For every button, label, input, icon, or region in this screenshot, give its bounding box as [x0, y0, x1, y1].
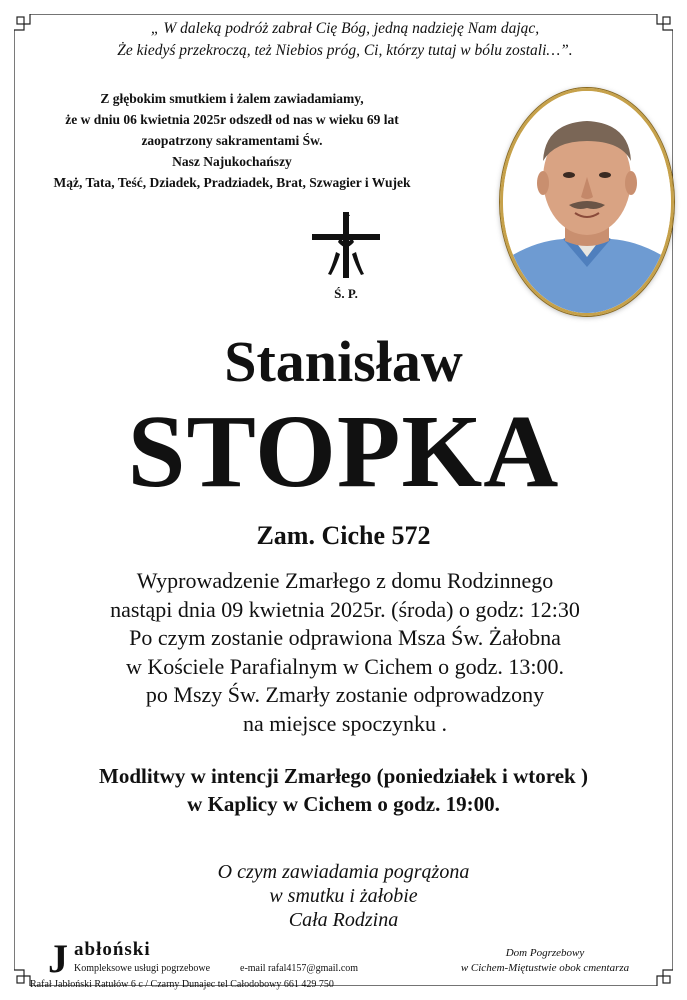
closing-line: O czym zawiadamia pogrążona: [217, 861, 470, 883]
cross-caption: Ś. P.: [334, 286, 358, 301]
deceased-portrait: [500, 88, 674, 316]
funeral-home-location: [430, 946, 660, 976]
prayer-line: w Kaplicy w Cichem o godz. 19:00.: [187, 792, 500, 816]
intro-line: Z głębokim smutkiem i żalem zawiadamiamy,: [100, 91, 364, 106]
ceremony-line: Wyprowadzenie Zmarłego z domu Rodzinnego: [136, 568, 554, 593]
funeral-home-email: e-mail rafal4157@gmail.com: [240, 963, 359, 974]
prayer-schedule: [20, 762, 667, 818]
quote-line: „ W daleką podróż zabrał Cię Bóg, jedną nadzieję Nam dając,: [150, 20, 540, 37]
closing-line: w smutku i żałobie: [269, 885, 418, 907]
ceremony-line: Po czym zostanie odprawiona Msza Św. Żałobna: [129, 625, 561, 650]
prayer-line: Modlitwy w intencji Zmarłego (poniedziałek i wtorek ): [99, 764, 588, 788]
intro-line: Nasz Najukochańszy: [172, 154, 292, 169]
family-closing: [0, 860, 687, 932]
funeral-home-services: Kompleksowe usługi pogrzebowe: [74, 963, 211, 974]
funeral-home-location-line: w Cichem-Miętustwie obok cmentarza: [460, 962, 630, 974]
ceremony-line: w Kościele Parafialnym w Cichem o godz. 13:00.: [125, 653, 565, 679]
funeral-ceremony-details: [40, 567, 650, 738]
deceased-address: Zam. Ciche 572: [256, 521, 431, 550]
ceremony-line: na miejsce spoczynku .: [242, 710, 448, 736]
intro-line: że w dniu 06 kwietnia 2025r odszedł od nas w wieku 69 lat: [65, 112, 399, 127]
deceased-last-name: STOPKA: [127, 394, 560, 509]
memorial-quote: [50, 18, 640, 62]
funeral-home-location-line: Dom Pogrzebowy: [505, 947, 585, 959]
closing-line: Cała Rodzina: [288, 909, 399, 931]
ceremony-line: nastąpi dnia 09 kwietnia 2025r. (środa) o godz: 12:30: [110, 596, 580, 622]
intro-line: Mąż, Tata, Teść, Dziadek, Pradziadek, Brat, Szwagier i Wujek: [53, 175, 411, 190]
cross-icon: [310, 212, 382, 302]
funeral-home-logo-name: abłoński: [74, 939, 151, 960]
announcement-intro: [22, 88, 442, 193]
quote-line: Że kiedyś przekroczą, też Niebios próg, Ci, którzy tutaj w bólu zostali…”.: [117, 42, 573, 59]
ceremony-line: po Mszy Św. Zmarły zostanie odprowadzony: [145, 682, 545, 707]
funeral-home-address: Rafał Jabłoński Ratułów 6 c / Czarny Dunajec tel Całodobowy 661 429 750: [30, 979, 334, 990]
deceased-first-name: Stanisław: [224, 329, 463, 394]
intro-line: zaopatrzony sakramentami Św.: [141, 133, 323, 148]
funeral-home-logo-initial: J: [48, 936, 68, 981]
